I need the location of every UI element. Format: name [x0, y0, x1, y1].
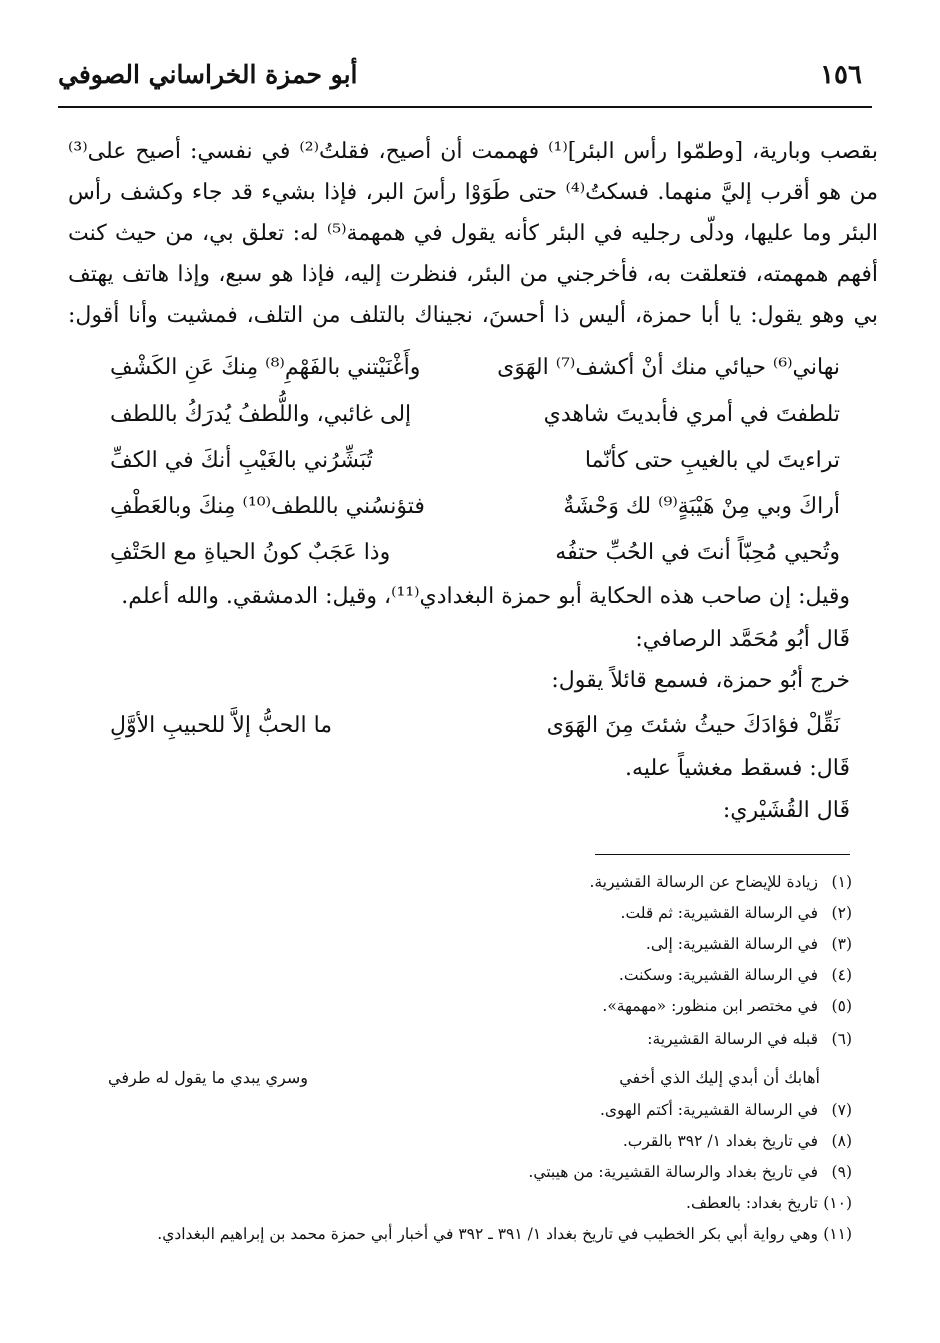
poem-hemistich-right: تراءيتَ لي بالغيبِ حتى كأنّما	[584, 448, 840, 473]
poem-hemistich-right: وتُحيي مُحِبّاً أنتَ في الحُبِّ حتفُه	[555, 540, 840, 565]
page-header	[58, 56, 882, 100]
body-line: وقيل: إن صاحب هذه الحكاية أبو حمزة البغدادي⁽¹¹⁾، وقيل: الدمشقي. والله أعلم.	[121, 584, 850, 609]
footnote-verse-left: وسري يبدي ما يقول له طرفي	[108, 1068, 308, 1087]
footnote: (٦)قبله في الرسالة القشيرية:	[647, 1030, 852, 1048]
footnote: (٥)في مختصر ابن منظور: «مهمهة».	[602, 997, 852, 1015]
footnote: (١)زيادة للإيضاح عن الرسالة القشيرية.	[589, 873, 852, 891]
poem-hemistich-left: تُبَشِّرُني بالغَيْبِ أنكَ في الكفِّ	[110, 448, 373, 473]
body-line: بقصب وبارية، [وطمّوا رأس البئر]⁽¹⁾ فهممت أن أصيح، فقلتُ⁽²⁾ في نفسي: أصيح على⁽³⁾	[68, 139, 878, 164]
poem-hemistich-right: أراكَ وبي مِنْ هَيْبَةٍ⁽⁹⁾ لك وَحْشَةٌ	[563, 494, 840, 519]
body-line: البئر وما عليها، ودلّى رجليه في البئر كأنه يقول في همهمة⁽⁵⁾ له: تعلق بي، من حيث كنت	[68, 221, 878, 246]
header-rule	[58, 106, 872, 108]
poem-hemistich-left: وأَغْنَيْتني بالفَهْمِ⁽⁸⁾ مِنكَ عَنِ الكَشْفِ	[110, 355, 421, 380]
narrator-line: قَال القُشَيْري:	[722, 798, 850, 823]
footnote-verse-right: أهابك أن أبدي إليك الذي أخفي	[619, 1068, 820, 1087]
footnote-rule	[595, 854, 850, 855]
poem-hemistich-left: وذا عَجَبٌ كونُ الحياةِ مع الحَتْفِ	[110, 540, 391, 565]
body-line: أفهم همهمته، فتعلقت به، فأخرجني من البئر، فنظرت إليه، فإذا هو سبع، وإذا هاتف يهتف	[68, 262, 878, 287]
body-line: من هو أقرب إليَّ منهما. فسكتُ⁽⁴⁾ حتى طَوَوْا رأسَ البر، فإذا بشيء قد جاء وكشف رأس	[68, 180, 878, 205]
footnote: (٧)في الرسالة القشيرية: أكتم الهوى.	[599, 1101, 852, 1119]
footnote: (٤)في الرسالة القشيرية: وسكنت.	[618, 966, 852, 984]
poem-hemistich-left: إلى غائبي، واللُّطفُ يُدرَكُ باللطف	[110, 402, 412, 427]
footnote: (١٠)تاريخ بغداد: بالعطف.	[686, 1194, 852, 1212]
verse-hemistich-left: ما الحبُّ إلاَّ للحبيبِ الأوَّلِ	[110, 713, 333, 738]
narrator-line: قَال أبُو مُحَمَّد الرصافي:	[635, 627, 850, 652]
footnote: (١١)وهي رواية أبي بكر الخطيب في تاريخ بغداد ١/ ٣٩١ ـ ٣٩٢ في أخبار أبي حمزة محمد بن إبراهيم البغدادي.	[157, 1225, 852, 1243]
page-number: ١٥٦	[820, 60, 862, 90]
footnote: (٩)في تاريخ بغداد والرسالة القشيرية: من هيبتي.	[528, 1163, 852, 1181]
poem-hemistich-left: فتؤنسُني باللطف⁽¹⁰⁾ مِنكَ وبالعَطْفِ	[110, 494, 425, 519]
body-line: بي وهو يقول: يا أبا حمزة، أليس ذا أحسنَ، نجيناك بالتلف من التلف، فمشيت وأنا أقول:	[68, 303, 878, 328]
body-line: خرج أبُو حمزة، فسمع قائلاً يقول:	[551, 668, 850, 693]
poem-hemistich-right: نهاني⁽⁶⁾ حيائي منك أنْ أكشف⁽⁷⁾ الهَوَى	[497, 355, 840, 380]
poem-hemistich-right: تلطفتَ في أمري فأبديتَ شاهدي	[543, 402, 840, 427]
body-line: قَال: فسقط مغشياً عليه.	[625, 756, 850, 781]
footnote: (٨)في تاريخ بغداد ١/ ٣٩٢ بالقرب.	[622, 1132, 852, 1150]
running-title: أبو حمزة الخراساني الصوفي	[58, 60, 358, 89]
footnote: (٢)في الرسالة القشيرية: ثم قلت.	[620, 904, 852, 922]
footnote: (٣)في الرسالة القشيرية: إلى.	[645, 935, 852, 953]
verse-hemistich-right: نَقِّلْ فؤادَكَ حيثُ شئتَ مِنَ الهَوَى	[546, 713, 840, 738]
